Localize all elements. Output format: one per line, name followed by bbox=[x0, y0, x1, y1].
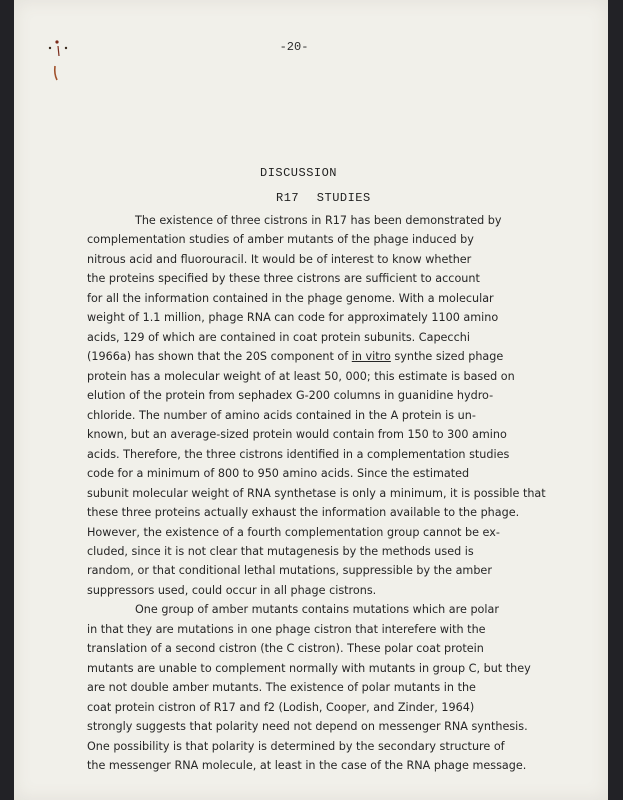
text-line: weight of 1.1 million, phage RNA can code for approximately 1100 amino bbox=[87, 311, 499, 325]
text-line: mutants are unable to complement normally with mutants in group C, but they bbox=[87, 661, 531, 675]
text-segment: synthe sized phage bbox=[390, 350, 504, 364]
text-line: the proteins specified by these three cistrons are sufficient to account bbox=[87, 272, 480, 286]
document-page bbox=[14, 0, 608, 800]
text-line: coat protein cistron of R17 and f2 (Lodish, Cooper, and Zinder, 1964) bbox=[87, 700, 475, 714]
text-line-with-underline bbox=[87, 347, 607, 366]
text-line: elution of the protein from sephadex G-200 columns in guanidine hydro- bbox=[87, 389, 494, 403]
text-line: subunit molecular weight of RNA synthetase is only a minimum, it is possible that bbox=[87, 486, 546, 500]
text-line: One group of amber mutants contains mutations which are polar bbox=[135, 603, 499, 617]
text-line: The existence of three cistrons in R17 has been demonstrated by bbox=[135, 214, 502, 227]
text-segment: (1966a) has shown that the 20S component of bbox=[87, 350, 349, 364]
text-line: are not double amber mutants. The existence of polar mutants in the bbox=[87, 681, 476, 695]
text-line: the messenger RNA molecule, at least in the case of the RNA phage message. bbox=[87, 759, 527, 773]
text-line: cluded, since it is not clear that mutagenesis by the methods used is bbox=[87, 544, 474, 558]
text-line: acids, 129 of which are contained in coat protein subunits. Capecchi bbox=[87, 330, 470, 344]
text-line: chloride. The number of amino acids contained in the A protein is un- bbox=[87, 408, 476, 422]
subsection-heading: R17 STUDIES bbox=[276, 191, 371, 205]
text-line: complementation studies of amber mutants of the phage induced by bbox=[87, 233, 474, 247]
text-line: nitrous acid and fluorouracil. It would be of interest to know whether bbox=[87, 252, 472, 266]
text-line: protein has a molecular weight of at least 50, 000; this estimate is based on bbox=[87, 369, 515, 383]
text-line: acids. Therefore, the three cistrons identified in a complementation studies bbox=[87, 447, 510, 461]
text-line: known, but an average-sized protein would contain from 150 to 300 amino bbox=[87, 428, 507, 442]
text-line: strongly suggests that polarity need not depend on messenger RNA synthesis. bbox=[87, 720, 528, 734]
ink-mark-icon bbox=[44, 30, 84, 90]
underlined-phrase: in vitro bbox=[351, 350, 391, 364]
text-line: code for a minimum of 800 to 950 amino acids. Since the estimated bbox=[87, 467, 470, 481]
text-line: However, the existence of a fourth complementation group cannot be ex- bbox=[87, 525, 500, 539]
page-number: -20- bbox=[279, 40, 309, 54]
text-line: for all the information contained in the phage genome. With a molecular bbox=[87, 291, 494, 305]
text-line: these three proteins actually exhaust the information available to the phage. bbox=[87, 506, 520, 520]
text-line: in that they are mutations in one phage cistron that interefere with the bbox=[87, 622, 486, 636]
text-line: One possibility is that polarity is determined by the secondary structure of bbox=[87, 739, 505, 753]
section-heading: DISCUSSION bbox=[260, 166, 338, 180]
text-line: suppressors used, could occur in all phage cistrons. bbox=[87, 583, 377, 597]
text-line: random, or that conditional lethal mutations, suppressible by the amber bbox=[87, 564, 492, 578]
body-text bbox=[87, 211, 607, 776]
text-line: translation of a second cistron (the C cistron). These polar coat protein bbox=[87, 642, 484, 656]
